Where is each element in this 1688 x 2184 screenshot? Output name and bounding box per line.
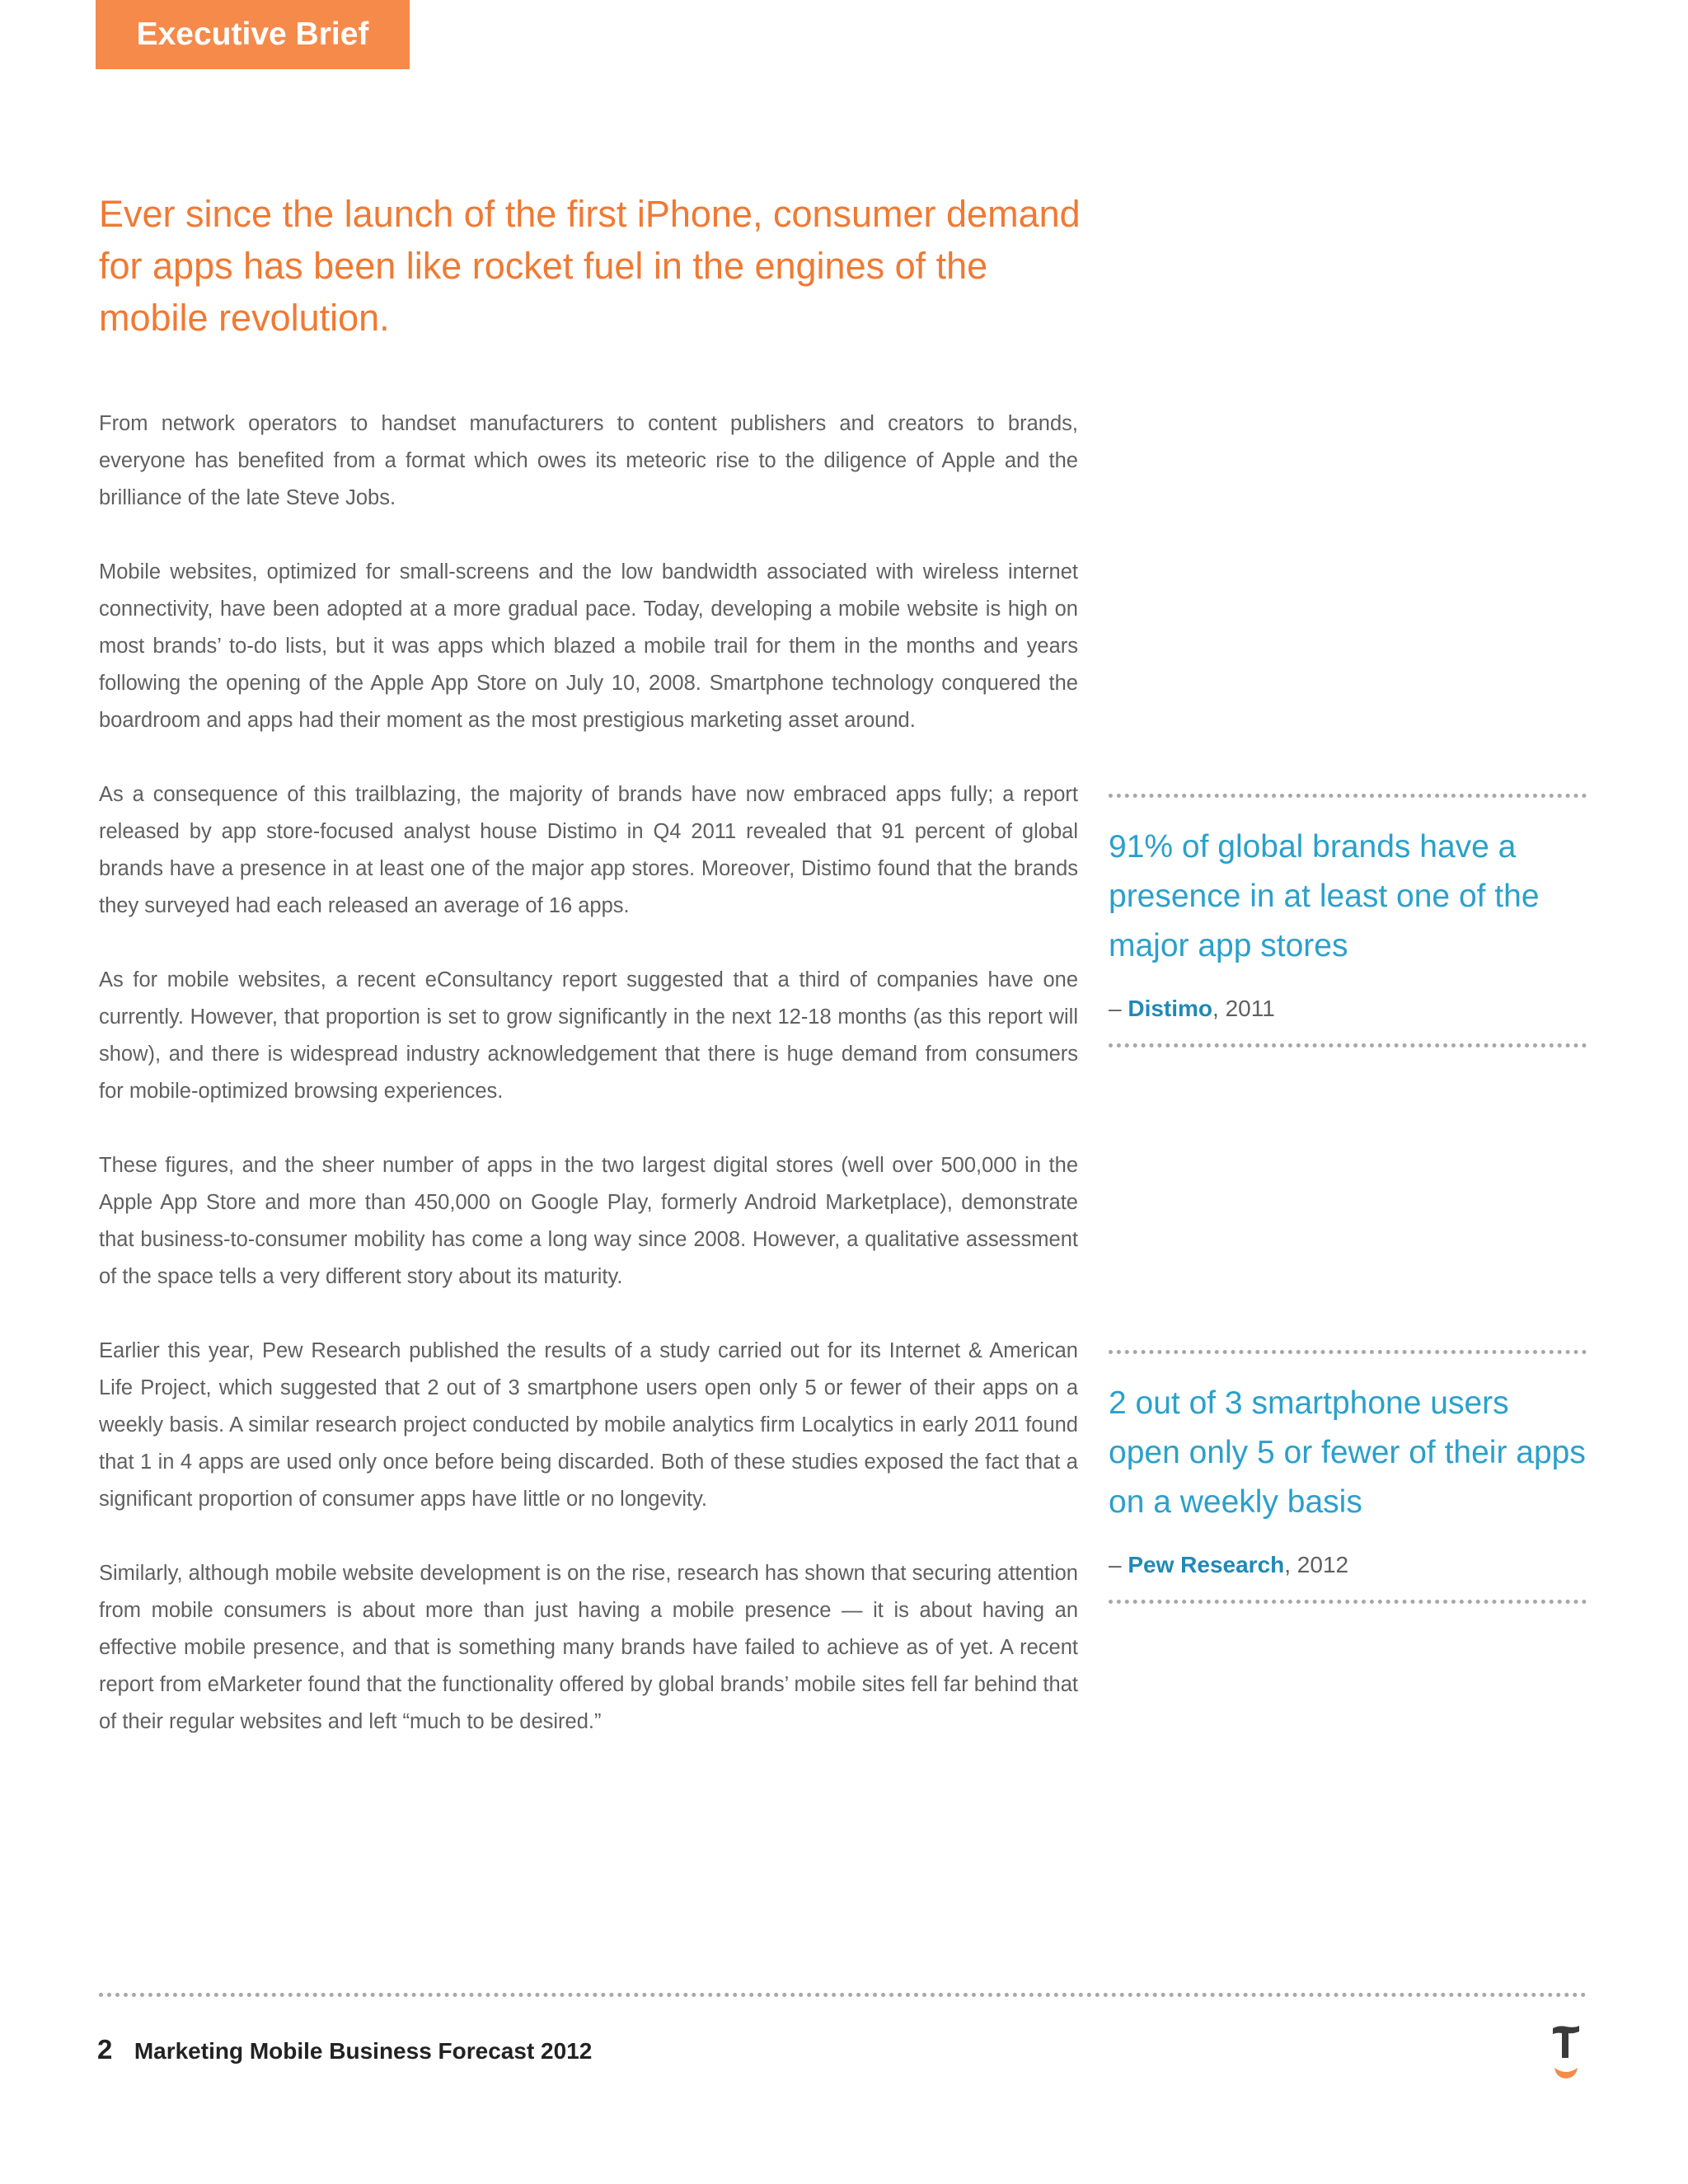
footer [97, 2034, 592, 2065]
source-year: , 2012 [1284, 1552, 1349, 1577]
paragraph: As a consequence of this trailblazing, the majority of brands have now embraced apps fully; a report released by app store-focused analyst house Distimo in Q4 2011 revealed that 91 percent of global brands have a presence in at least one of the major app stores. Moreover, Distimo found that the brands they surveyed had each released an average of 16 apps. [99, 783, 1078, 917]
pull-quote-text: 2 out of 3 smartphone users open only 5 or fewer of their apps on a weekly basis [1109, 1385, 1586, 1520]
paragraph: These figures, and the sheer number of apps in the two largest digital stores (well over 500,000 in the Apple App Store and more than 450,000 on Google Play, formerly Android Marketplace), demonstrate that business-to-consumer mobility has come a long way since 2008. However, a qualitative assessment of the space tells a very different story about its maturity. [99, 1154, 1078, 1288]
paragraph: Mobile websites, optimized for small-screens and the low bandwidth associated with wireless internet connectivity, have been adopted at a more gradual pace. Today, developing a mobile website is high on most brands’ to-do lists, but it was apps which blazed a mobile trail for them in the months and years following the opening of the Apple App Store on July 10, 2008. Smartphone technology conquered the boardroom and apps had their moment as the most prestigious marketing asset around. [99, 560, 1078, 732]
dotted-divider [1109, 794, 1587, 798]
dotted-divider [1109, 1043, 1587, 1047]
headline: Ever since the launch of the first iPhone, consumer demand for apps has been like rocket fuel in the engines of the mobile revolution. [99, 193, 1081, 339]
paragraph: As for mobile websites, a recent eConsultancy report suggested that a third of companies have one currently. However, that proportion is set to grow significantly in the next 12-18 months (as this report will show), and there is widespread industry acknowledgement that there is huge demand from consumers for mobile-optimized browsing experiences. [99, 968, 1078, 1103]
paragraph: Earlier this year, Pew Research published the results of a study carried out for its Internet & American Life Project, which suggested that 2 out of 3 smartphone users open only 5 or fewer of their apps on a weekly basis. A similar research project conducted by mobile analytics firm Localytics in early 2011 found that 1 in 4 apps are used only once before being discarded. Both of these studies exposed the fact that a significant proportion of consumer apps have little or no longevity. [99, 1339, 1078, 1511]
body-text [99, 405, 1078, 1778]
source-dash: – [1109, 1552, 1128, 1577]
pull-quote-source [1109, 1550, 1587, 1580]
pull-quote-distimo [1109, 794, 1587, 1047]
footer-divider [99, 1993, 1587, 1997]
paragraph: From network operators to handset manufacturers to content publishers and creators to brands, everyone has benefited from a format which owes its meteoric rise to the diligence of Apple and the brilliance of the late Steve Jobs. [99, 412, 1078, 509]
dotted-divider [1109, 1600, 1587, 1604]
source-name: Distimo [1128, 996, 1213, 1021]
brand-logo-icon [1550, 2023, 1582, 2081]
pull-quote-text: 91% of global brands have a presence in at least one of the major app stores [1109, 829, 1540, 963]
page-number: 2 [97, 2034, 113, 2064]
dotted-divider [1109, 1350, 1587, 1354]
section-tab [96, 0, 410, 69]
source-year: , 2011 [1212, 996, 1275, 1021]
pull-quote-source [1109, 994, 1587, 1024]
source-dash: – [1109, 996, 1128, 1021]
pull-quote-pew [1109, 1350, 1587, 1604]
section-tab-label: Executive Brief [136, 16, 369, 52]
source-name: Pew Research [1128, 1552, 1285, 1577]
paragraph: Similarly, although mobile website development is on the rise, research has shown that securing attention from mobile consumers is about more than just having a mobile presence — it is about having an effective mobile presence, and that is something many brands have failed to achieve as of yet. A recent report from eMarketer found that the functionality offered by global brands’ mobile sites fell far behind that of their regular websites and left “much to be desired.” [99, 1562, 1078, 1733]
footer-title: Marketing Mobile Business Forecast 2012 [134, 2038, 593, 2064]
